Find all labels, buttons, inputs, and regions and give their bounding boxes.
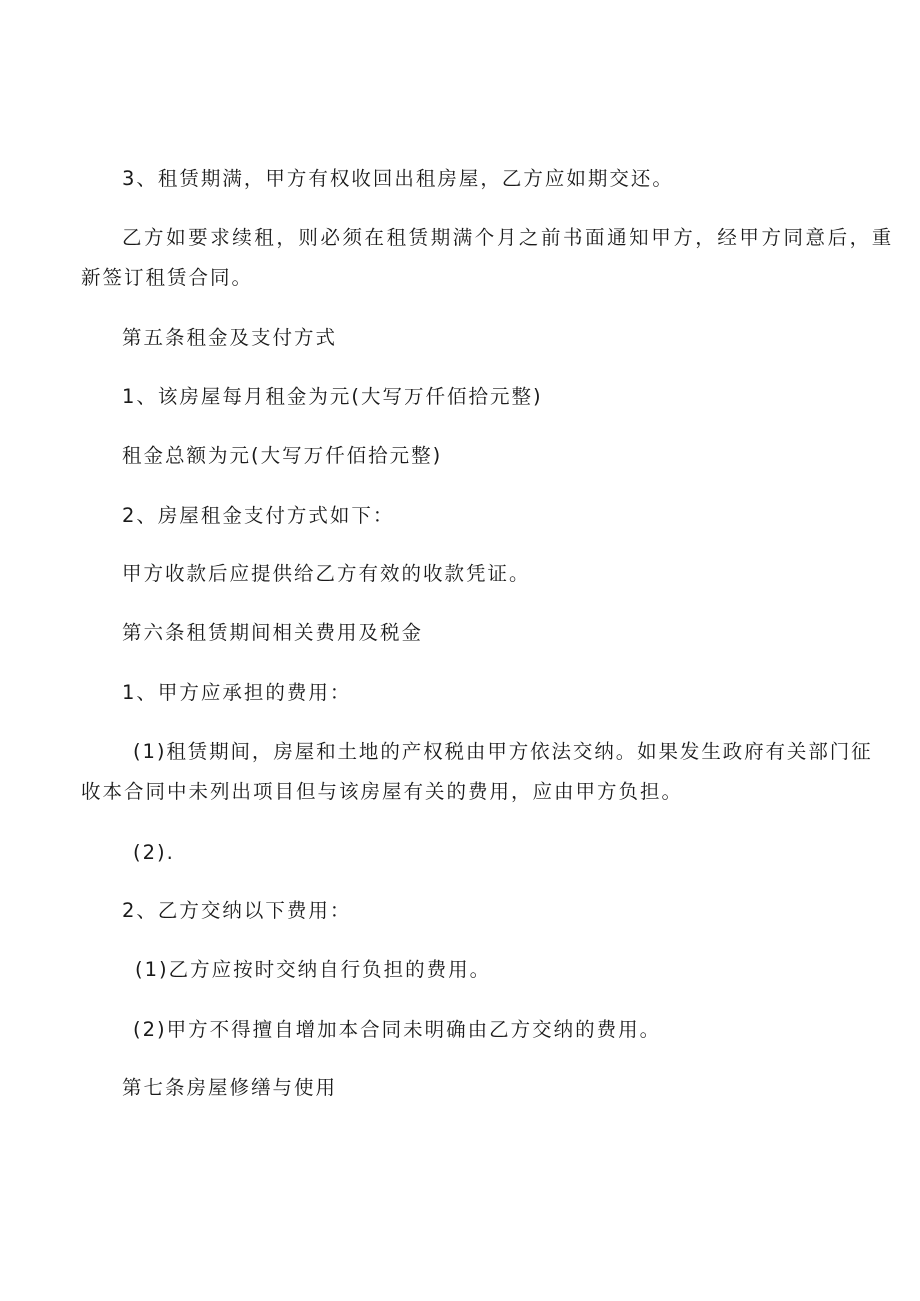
renewal-paragraph-line-1: 乙方如要求续租，则必须在租赁期满个月之前书面通知甲方，经甲方同意后，重 [122,226,894,249]
total-rent-line: 租金总额为元(大写万仟佰拾元整) [122,444,443,467]
clause-6-2-sub-1: (1)乙方应按时交纳自行负担的费用。 [135,958,492,981]
clause-6-item-2: 2、乙方交纳以下费用： [122,899,352,922]
clause-6-1-sub-1-line-1: (1)租赁期间，房屋和土地的产权税由甲方依法交纳。如果发生政府有关部门征 [133,740,873,763]
clause-6-1-sub-1-line-2: 收本合同中未列出项目但与该房屋有关的费用，应由甲方负担。 [81,780,684,803]
clause-6-2-sub-2: (2)甲方不得擅自增加本合同未明确由乙方交纳的费用。 [133,1018,662,1041]
section-heading-7: 第七条房屋修缮与使用 [122,1076,338,1099]
clause-6-item-1: 1、甲方应承担的费用： [122,681,352,704]
section-heading-5: 第五条租金及支付方式 [122,326,338,349]
section-heading-6: 第六条租赁期间相关费用及税金 [122,621,424,644]
clause-4-item-3: 3、租赁期满，甲方有权收回出租房屋，乙方应如期交还。 [122,167,674,190]
receipt-line: 甲方收款后应提供给乙方有效的收款凭证。 [122,562,531,585]
clause-6-1-sub-2: (2). [133,841,175,864]
clause-5-item-2: 2、房屋租金支付方式如下： [122,504,395,527]
renewal-paragraph-line-2: 新签订租赁合同。 [81,266,254,289]
clause-5-item-1: 1、该房屋每月租金为元(大写万仟佰拾元整) [122,385,543,408]
